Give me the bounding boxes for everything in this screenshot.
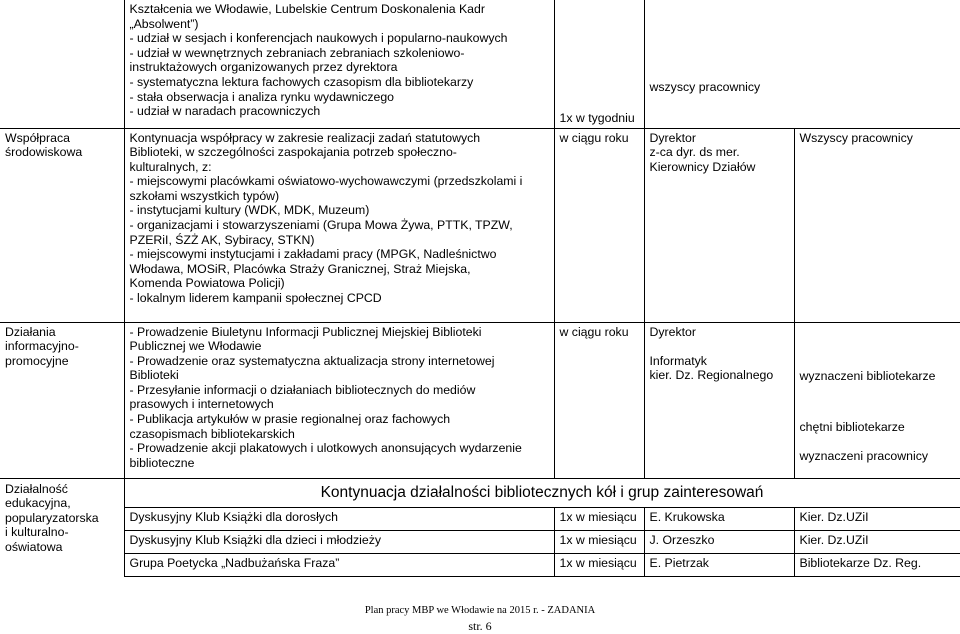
- club-row: [0, 530, 960, 553]
- responsible-line: Dyrektor: [649, 130, 696, 145]
- task-line: Publicznej we Włodawie: [129, 339, 262, 354]
- task-line: Kształcenia we Włodawie, Lubelskie Centrum Doskonalenia Kadr: [129, 2, 485, 16]
- education-heading: Kontynuacja działalności bibliotecznych kół i grup zainteresowań: [124, 478, 960, 507]
- executors-cell-promotion: [794, 322, 960, 478]
- task-line: - Publikacja artykułów w prasie regionalnej oraz fachowych: [129, 412, 451, 427]
- task-line: - Prowadzenie akcji plakatowych i ulotkowych anonsujących wydarzenie: [129, 441, 522, 456]
- task-line: Komenda Powiatowa Policji): [129, 276, 285, 291]
- footer-page-number: str. 6: [468, 619, 492, 633]
- task-line: - Prowadzenie oraz systematyczna aktualizacja strony internetowej: [129, 353, 495, 368]
- executors-line: chętni bibliotekarze: [799, 420, 905, 435]
- education-heading-row: [0, 478, 960, 507]
- cooperation-row: [0, 128, 960, 322]
- executors-line: wyznaczeni bibliotekarze: [799, 368, 936, 383]
- area-line: popularyzatorska: [5, 510, 99, 525]
- task-line: kulturalnych, z:: [129, 159, 212, 174]
- promotion-row: [0, 322, 960, 478]
- club-frequency: 1x w miesiącu: [554, 553, 644, 576]
- area-line: Działania: [5, 324, 56, 339]
- task-line: Włodawa, MOSiR, Placówka Straży Granicznej, Straż Miejska,: [129, 261, 471, 276]
- task-line: - instytucjami kultury (WDK, MDK, Muzeum): [129, 203, 370, 218]
- responsible-cell: [644, 0, 960, 128]
- task-line: - Przesyłanie informacji o działaniach bibliotecznych do mediów: [129, 382, 476, 397]
- area-line: edukacyjna,: [5, 496, 71, 511]
- task-line: biblioteczne: [129, 455, 195, 470]
- area-cell-promotion: [0, 322, 124, 478]
- area-cell-education: [0, 478, 124, 576]
- club-leader: E. Krukowska: [644, 507, 794, 530]
- term-text: w ciągu roku: [559, 130, 629, 145]
- continuation-row: [0, 0, 960, 128]
- responsible-line: Kierownicy Działów: [649, 159, 756, 174]
- club-name: Dyskusyjny Klub Książki dla dorosłych: [124, 507, 554, 530]
- term-text: w ciągu roku: [559, 324, 629, 339]
- footer-plan-title: Plan pracy MBP we Włodawie na 2015 r. - ZADANIA: [364, 605, 596, 616]
- club-name: Dyskusyjny Klub Książki dla dzieci i młodzieży: [124, 530, 554, 553]
- task-line: szkołami wszystkich typów): [129, 188, 280, 203]
- club-responsible: Bibliotekarze Dz. Reg.: [794, 553, 960, 576]
- responsible-line: Dyrektor: [649, 324, 696, 339]
- task-line: PZERiI, ŚZŻ AK, Sybiracy, STKN): [129, 232, 315, 247]
- area-line: informacyjno-: [5, 339, 79, 354]
- task-line: - Prowadzenie Biuletynu Informacji Publicznej Miejskiej Biblioteki: [129, 324, 482, 339]
- area-line: Działalność: [5, 481, 68, 496]
- spacer: [650, 339, 789, 354]
- club-frequency: 1x w miesiącu: [554, 530, 644, 553]
- area-line: Współpraca: [5, 130, 70, 145]
- frequency-text: 1x w tygodniu: [559, 110, 635, 125]
- club-name: Grupa Poetycka „Nadbużańska Fraza”: [124, 553, 554, 576]
- task-line: prasowych i internetowych: [129, 397, 274, 412]
- executors-cell-cooperation: [794, 128, 960, 322]
- club-responsible: Kier. Dz.UZiI: [794, 507, 960, 530]
- task-line: Kontynuacja współpracy w zakresie realizacji zadań statutowych: [129, 130, 481, 145]
- area-line: oświatowa: [5, 539, 63, 554]
- task-line: instruktażowych organizowanych przez dyrektora: [129, 60, 398, 75]
- task-line: Biblioteki, w szczególności zaspokajania potrzeb społeczno-: [129, 145, 457, 160]
- frequency-cell: [554, 0, 644, 128]
- club-frequency: 1x w miesiącu: [554, 507, 644, 530]
- club-row: [0, 507, 960, 530]
- task-cell-promotion: [124, 322, 554, 478]
- area-line: środowiskowa: [5, 145, 83, 160]
- task-line: - miejscowymi placówkami oświatowo-wychowawczymi (przedszkolami i: [129, 174, 523, 189]
- task-line: Biblioteki: [129, 368, 179, 383]
- responsible-text: wszyscy pracownicy: [649, 80, 761, 94]
- responsible-line: Informatyk: [649, 353, 707, 368]
- task-line: - lokalnym liderem kampanii społecznej CPCD: [129, 291, 382, 306]
- task-line: - organizacjami i stowarzyszeniami (Grupa Mowa Żywa, PTTK, TPZW,: [129, 218, 513, 233]
- task-line: - udział w sesjach i konferencjach naukowych i popularno-naukowych: [129, 31, 508, 46]
- club-leader: E. Pietrzak: [644, 553, 794, 576]
- responsible-line: z-ca dyr. ds mer.: [649, 145, 740, 160]
- task-line: - miejscowymi instytucjami i zakładami pracy (MPGK, Nadleśnictwo: [129, 247, 497, 262]
- club-leader: J. Orzeszko: [644, 530, 794, 553]
- task-cell-cooperation: [124, 128, 554, 322]
- task-line: czasopismach bibliotekarskich: [129, 426, 295, 441]
- area-cell-cooperation: [0, 128, 124, 322]
- area-line: promocyjne: [5, 353, 69, 368]
- task-line: - systematyczna lektura fachowych czasopism dla bibliotekarzy: [129, 74, 474, 89]
- responsible-line: kier. Dz. Regionalnego: [649, 368, 774, 383]
- responsible-cell-cooperation: [644, 128, 794, 322]
- task-line: - udział w naradach pracowniczych: [129, 104, 321, 119]
- term-cell-promotion: [554, 322, 644, 478]
- task-line: - stała obserwacja i analiza rynku wydawniczego: [129, 89, 395, 104]
- area-cell-empty: [0, 0, 124, 128]
- responsible-cell-promotion: [644, 322, 794, 478]
- term-cell-cooperation: [554, 128, 644, 322]
- club-responsible: Kier. Dz.UZiI: [794, 530, 960, 553]
- task-line: „Absolwent”): [129, 16, 199, 31]
- area-line: i kulturalno-: [5, 525, 69, 540]
- executors-line: wyznaczeni pracownicy: [799, 448, 928, 463]
- task-line: - udział w wewnętrznych zebraniach zebraniach szkoleniowo-: [129, 45, 465, 60]
- club-row: [0, 553, 960, 576]
- task-cell-training: [124, 0, 554, 128]
- executors-text: Wszyscy pracownicy: [799, 130, 913, 145]
